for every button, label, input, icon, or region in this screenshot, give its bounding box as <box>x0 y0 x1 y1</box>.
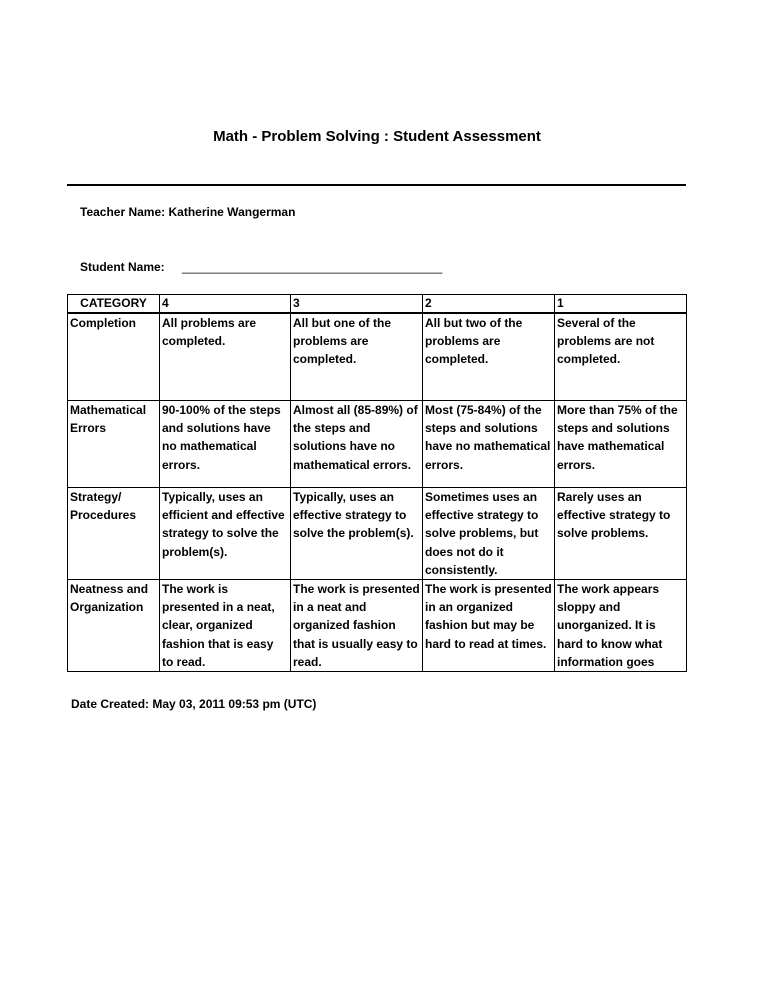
rubric-cell: Typically, uses an effective strategy to solve the problem(s). <box>291 488 423 580</box>
date-created: Date Created: May 03, 2011 09:53 pm (UTC) <box>71 697 317 711</box>
table-row <box>68 580 687 672</box>
rubric-cell: Sometimes uses an effective strategy to solve problems, but does not do it consistently. <box>423 488 555 580</box>
header-score-3: 3 <box>291 295 423 314</box>
rubric-cell: More than 75% of the steps and solutions have mathematical errors. <box>555 401 687 488</box>
rubric-cell: The work appears sloppy and unorganized. It is hard to know what information goes <box>555 580 687 672</box>
student-name-blank: _______________________________________ <box>182 260 443 274</box>
teacher-label: Teacher Name: <box>80 205 166 219</box>
title-divider <box>67 184 686 186</box>
header-score-4: 4 <box>160 295 291 314</box>
rubric-cell: The work is presented in a neat and organized fashion that is usually easy to read. <box>291 580 423 672</box>
rubric-cell: The work is presented in a neat, clear, organized fashion that is easy to read. <box>160 580 291 672</box>
table-row <box>68 313 687 401</box>
rubric-cell: The work is presented in an organized fashion but may be hard to read at times. <box>423 580 555 672</box>
rubric-header-row <box>68 295 687 314</box>
rubric-cell: Several of the problems are not completed. <box>555 313 687 401</box>
document-title: Math - Problem Solving : Student Assessment <box>213 128 541 145</box>
rubric-cell: Rarely uses an effective strategy to solve problems. <box>555 488 687 580</box>
rubric-table <box>67 294 687 672</box>
row-category: Strategy/ Procedures <box>68 488 160 580</box>
header-score-2: 2 <box>423 295 555 314</box>
header-score-1: 1 <box>555 295 687 314</box>
header-category: CATEGORY <box>68 295 160 314</box>
table-row <box>68 488 687 580</box>
student-label: Student Name: <box>80 260 165 274</box>
rubric-cell: All but one of the problems are completed. <box>291 313 423 401</box>
rubric-cell: Almost all (85-89%) of the steps and solutions have no mathematical errors. <box>291 401 423 488</box>
rubric-cell: Most (75-84%) of the steps and solutions have no mathematical errors. <box>423 401 555 488</box>
row-category: Completion <box>68 313 160 401</box>
rubric-cell: All but two of the problems are completed. <box>423 313 555 401</box>
teacher-name: Katherine Wangerman <box>168 205 296 219</box>
teacher-line <box>80 205 295 219</box>
rubric-cell: All problems are completed. <box>160 313 291 401</box>
student-line <box>80 260 442 274</box>
row-category: Mathematical Errors <box>68 401 160 488</box>
rubric-cell: Typically, uses an efficient and effective strategy to solve the problem(s). <box>160 488 291 580</box>
table-row <box>68 401 687 488</box>
rubric-cell: 90-100% of the steps and solutions have no mathematical errors. <box>160 401 291 488</box>
row-category: Neatness and Organization <box>68 580 160 672</box>
